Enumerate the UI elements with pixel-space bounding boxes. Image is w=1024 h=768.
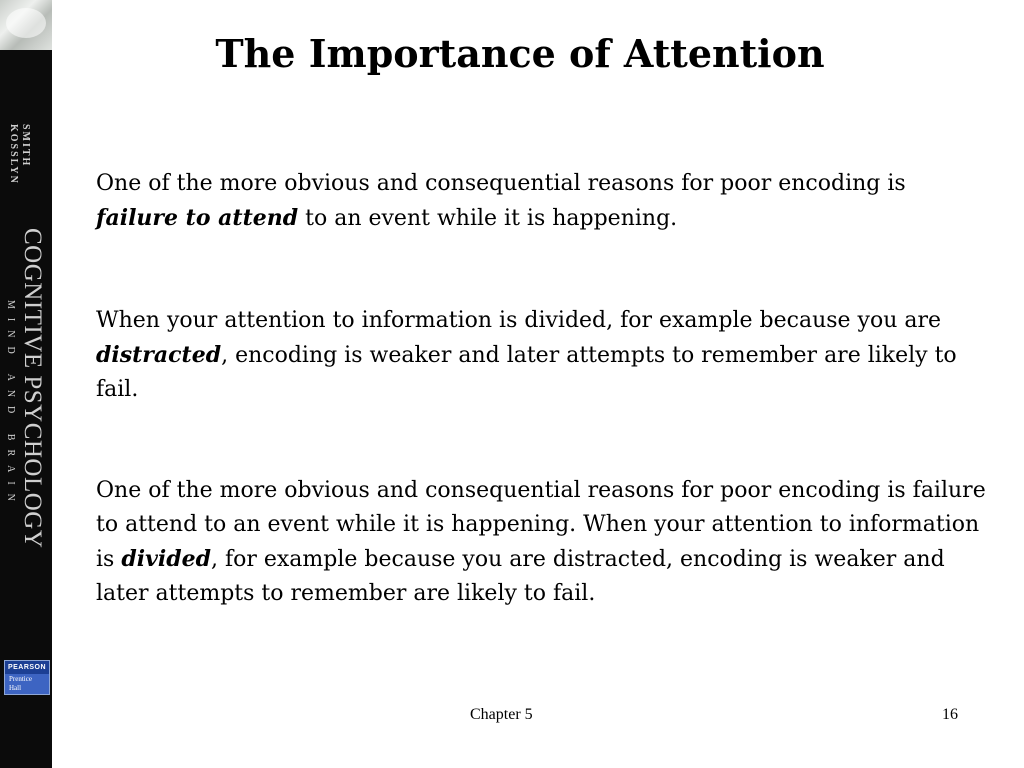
paragraph-3-text: One of the more obvious and consequential reasons for poor encoding is failure to attend to an event while it is happening. When your attention to information is [96,478,986,572]
paragraph-2-text: When your attention to information is divided, for example because you are [96,308,942,333]
footer-page-number: 16 [942,706,958,723]
paragraph-2-text-end: , encoding is weaker and later attempts to remember are likely to fail. [96,343,957,402]
paragraph-2-emphasis: distracted [96,342,222,368]
spine-book-title: COGNITIVE PSYCHOLOGY [19,228,46,549]
pearson-prentice-hall-logo [4,660,50,695]
paragraph-1 [96,167,986,236]
book-spine [0,0,52,768]
spine-authors: SMITH KOSSLYN [8,124,31,185]
spine-cover-art [0,0,52,50]
paragraph-1-text: One of the more obvious and consequential reasons for poor encoding is [96,171,906,196]
paragraph-2 [96,304,986,407]
slide-title: The Importance of Attention [215,31,825,76]
paragraph-3-text-end: , for example because you are distracted, encoding is weaker and later attempts to remember are likely to fail. [96,547,945,606]
spine-subtitle: MIND AND BRAIN [5,300,16,510]
footer-chapter: Chapter 5 [470,706,533,723]
paragraph-1-text-end: to an event while it is happening. [298,206,678,231]
pearson-logo-top: PEARSON [5,661,49,674]
paragraph-3-emphasis: divided [121,546,211,572]
paragraph-3 [96,474,986,611]
paragraph-1-emphasis: failure to attend [96,205,299,231]
pearson-logo-bottom: Prentice Hall [5,674,49,694]
